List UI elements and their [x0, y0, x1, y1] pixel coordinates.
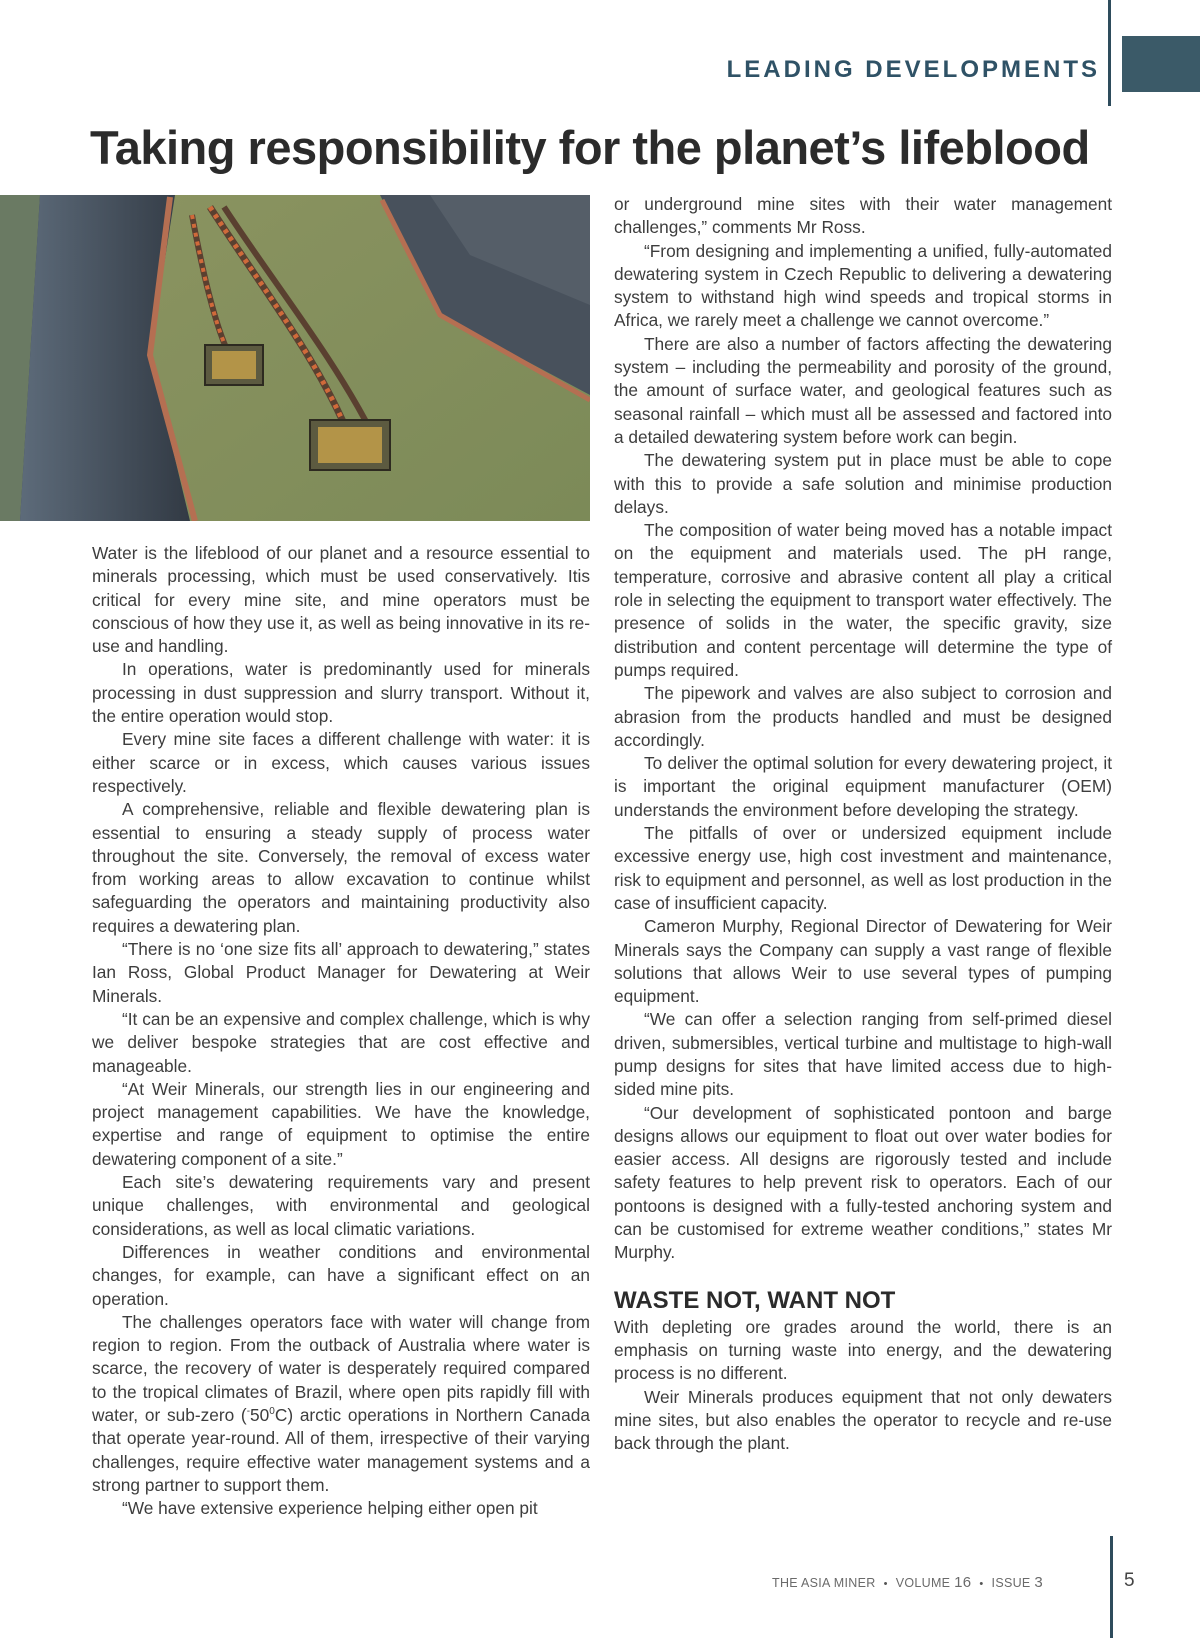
article-left-column [92, 542, 590, 1520]
footer-publication-info [772, 1574, 1043, 1591]
superscript-minus: - [246, 1406, 251, 1418]
bullet-separator: • [883, 1578, 888, 1590]
bullet-separator: • [979, 1578, 984, 1590]
body-paragraph: The pipework and valves are also subject to corrosion and abrasion from the products handled and must be designed accordingly. [614, 683, 1112, 750]
body-paragraph-continued: or underground mine sites with their water management challenges,” comments Mr Ross. [614, 194, 1112, 238]
text-segment: C) arctic operations in Northern Canada that operate year-round. All of them, irrespective of their varying challenges, require effective water management systems and a strong partner to support them. [92, 1404, 591, 1495]
page-number: 5 [1124, 1570, 1135, 1591]
body-paragraph: Cameron Murphy, Regional Director of Dewatering for Weir Minerals says the Company can supply a vast range of flexible solutions that allows Weir to use several types of pumping equipment. [614, 916, 1112, 1007]
volume-number: 16 [954, 1574, 972, 1591]
article-right-column [614, 193, 1112, 1455]
volume-label: VOLUME [895, 1576, 951, 1590]
superscript-degree: 0 [269, 1406, 275, 1418]
body-paragraph: Differences in weather conditions and environmental changes, for example, can have a significant effect on an operation. [92, 1241, 590, 1309]
header-divider [1108, 0, 1111, 106]
body-paragraph: A comprehensive, reliable and flexible dewatering plan is essential to ensuring a steady supply of process water throughout the site. Conversely, the removal of excess water from working areas to allow excavation to continue whilst safeguarding the operators and maintaining productivity also requires a dewatering plan. [92, 799, 590, 936]
publication-name: THE ASIA MINER [772, 1576, 876, 1590]
body-paragraph: The dewatering system put in place must be able to cope with this to provide a safe solution and minimise production delays. [614, 450, 1112, 517]
section-subheading: WASTE NOT, WANT NOT [614, 1286, 896, 1314]
body-paragraph: Water is the lifeblood of our planet and a resource essential to minerals processing, which must be used conservatively. Itis critical for every mine site, and mine operators must be conscious of how they use it, as well as being innovative in its re-use and handling. [92, 543, 590, 657]
header-accent-block [1122, 36, 1200, 92]
body-paragraph: “We can offer a selection ranging from self-primed diesel driven, submersibles, vertical turbine and multistage to high-wall pump designs for sites that have limited access due to high-sided mine pits. [614, 1009, 1112, 1100]
body-paragraph: “Our development of sophisticated pontoon and barge designs allows our equipment to float out over water bodies for easier access. All designs are rigorously tested and include safety features to help prevent risk to operators. Each of our pontoons is designed with a fully-tested anchoring system and can be customised for extreme weather conditions,” states Mr Murphy. [614, 1102, 1112, 1263]
body-paragraph-climate [92, 1311, 590, 1497]
body-paragraph: Every mine site faces a different challenge with water: it is either scarce or in excess, which causes various issues respectively. [92, 729, 590, 796]
body-paragraph: “From designing and implementing a unified, fully-automated dewatering system in Czech Republic to delivering a dewatering system to withstand high wind speeds and tropical storms in Africa, we rarely meet a challenge we cannot overcome.” [614, 240, 1112, 331]
body-paragraph: The pitfalls of over or undersized equipment include excessive energy use, high cost investment and maintenance, risk to equipment and personnel, as well as lost production in the case of insufficient capacity. [614, 823, 1112, 913]
body-paragraph: “At Weir Minerals, our strength lies in our engineering and project management capabilities. We have the knowledge, expertise and range of equipment to optimise the entire dewatering component of a site.” [92, 1078, 590, 1169]
body-paragraph: There are also a number of factors affecting the dewatering system – including the permeability and porosity of the ground, the amount of surface water, and geological features such as seasonal rainfall – which must all be assessed and factored into a detailed dewatering system before work can begin. [614, 333, 1112, 447]
body-paragraph: “It can be an expensive and complex challenge, which is why we deliver bespoke strategies that are cost effective and manageable. [92, 1008, 590, 1076]
body-paragraph: The composition of water being moved has a notable impact on the equipment and materials used. The pH range, temperature, corrosive and abrasive content all play a critical role in selecting the equipment to transport water effectively. The presence of solids in the water, the specific gravity, size distribution and content percentage will determine the type of pumps required. [614, 520, 1112, 680]
body-paragraph: “There is no ‘one size fits all’ approach to dewatering,” states Ian Ross, Global Product Manager for Dewatering at Weir Minerals. [92, 939, 590, 1006]
body-paragraph: “We have extensive experience helping either open pit [122, 1498, 538, 1519]
body-paragraph: Each site’s dewatering requirements vary and present unique challenges, with environmental and geological considerations, as well as local climatic variations. [92, 1172, 590, 1239]
text-segment: The challenges operators face with water will change from region to region. From the outback of Australia where water is scarce, the recovery of water is desperately required compared to the tropical climates of Brazil, where open pits rapidly fill with water, or sub-zero ( [92, 1311, 590, 1425]
body-paragraph: Weir Minerals produces equipment that not only dewaters mine sites, but also enables the operator to recycle and re-use back through the plant. [614, 1386, 1112, 1454]
footer-divider [1110, 1536, 1113, 1638]
article-title: Taking responsibility for the planet’s lifeblood [90, 121, 1090, 174]
temperature-value: 50 [250, 1404, 270, 1425]
issue-number: 3 [1034, 1574, 1043, 1591]
body-paragraph: To deliver the optimal solution for every dewatering project, it is important the original equipment manufacturer (OEM) understands the environment before developing the strategy. [614, 753, 1112, 820]
issue-label: ISSUE [991, 1576, 1031, 1590]
section-label: LEADING DEVELOPMENTS [726, 56, 1100, 83]
aerial-dewatering-pontoons-photo [0, 195, 590, 521]
body-paragraph: In operations, water is predominantly used for minerals processing in dust suppression and slurry transport. Without it, the entire operation would stop. [92, 659, 590, 727]
body-paragraph: With depleting ore grades around the world, there is an emphasis on turning waste into energy, and the dewatering process is no different. [614, 1316, 1112, 1384]
